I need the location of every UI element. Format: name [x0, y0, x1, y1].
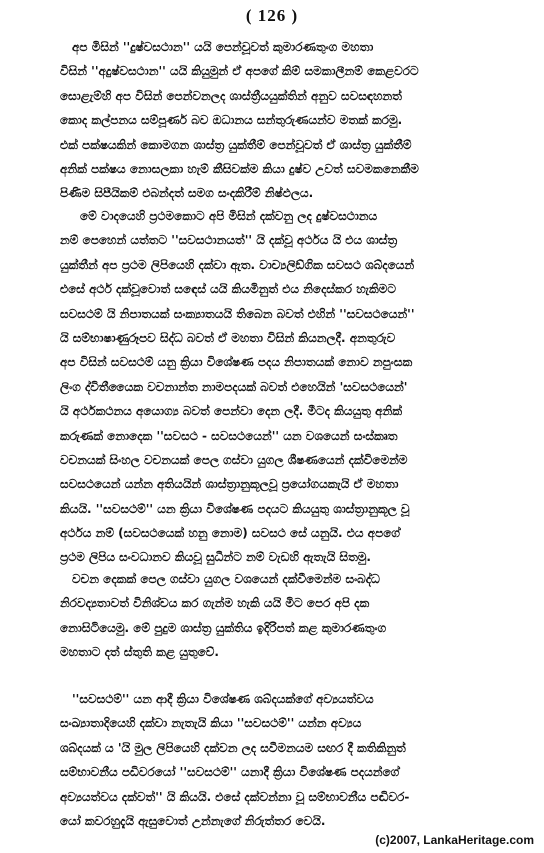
- paragraph-line: නම් පෙහෙන් යත්තට ''සවසථානයත්'' යි දක්වූ අර්ථය යි එය ශාස්ත්‍ර: [60, 233, 398, 248]
- paragraph-line: අනික් පක්ෂය නොසලකා හැම් කීසිවක්ම කියා දුෂ්ව උවත් සවමකනෙකීම: [60, 161, 419, 176]
- paragraph-line: මහතාට දත් ස්තුති කළ යුතුවේ.: [60, 645, 219, 660]
- paragraph-line: සංඛ්‍යාතාදියෙහි දක්වා නැතැයි කියා ''සවසථම්'' යන්න අව්‍යය: [60, 716, 362, 731]
- paragraph-line: අර්ථය නම් (සවසථයෙක් හනු නොම) සවසථ සේ යනුයි. එය අපගේ: [60, 526, 400, 541]
- page-number: ( 126 ): [245, 6, 299, 25]
- paragraph-1: [60, 35, 516, 206]
- copyright-notice: (c)2007, LankaHeritage.com: [375, 833, 534, 847]
- paragraph-4: [60, 687, 516, 833]
- paragraph-line: සවසථයෙන් යන්න අතියයින් ශාස්ත්‍රානුකූලවූ ප්‍රයෝගයකැයි ඒ මහතා: [60, 477, 399, 492]
- paragraph-line: වචනයක් සිංහල වචනයක් පෙල ගස්වා යුගල ශීෂණයෙන් දක්විමෙන්ම: [60, 452, 408, 467]
- paragraph-line: නොසිටියෙමු. මේ පුදුම ශාස්ත්‍ර යුක්තිය ඉදිරිපත් කළ කුමාරණතුංග: [60, 620, 387, 635]
- paragraph-line: නිරවද්‍යතාවත් විනිශ්චය කර ගැන්ම හැකි යයි මිට පෙර අපි දක: [60, 596, 370, 611]
- paragraph-line: යි සම්භාෂාණුරූපව සිද්ධ බවත් ඒ මහතා විසින් කියනලදී. අනතුරුව: [60, 330, 396, 345]
- paragraph-line: එසේ අර්ථ දක්වූවොත් සඳෙස් යයි කියමිනුත් එය නිදෙස්කර හැකිමට: [60, 282, 397, 297]
- paragraph-line: සවසථම් යි නිපාතයක් සංක්‍යාතයයි තිබෙන බවත් එහින් ''සවසථයෙන්'': [60, 306, 415, 321]
- paragraph-line: සම්භාවනීය පඩිවරයෝ ''සවසථම්'' යනාදී ක්‍රියා විශේෂණ පදයන්ගේ: [60, 765, 400, 780]
- paragraph-line: ''සවසථම්'' යන ආදී ක්‍රියා විශේෂණ ශබ්දයක්ගේ අව්‍යයත්වය: [72, 692, 374, 706]
- paragraph-line: යෝ කවරහුදැයි ඇසුවොත් උන්නැගේ නිරුත්තර වෙයි.: [60, 813, 326, 828]
- paragraph-line: පිණිම සිපීයිකම් එබන්දත් සමග සංදකිරීම් නිෂ්ඵලය.: [60, 186, 314, 201]
- paragraph-2: [60, 204, 516, 570]
- paragraph-line: කරුණක් නොදෙක ''සවසථ - සවසථයෙන්'' යන වශයෙන් සංස්කෘත: [60, 428, 398, 443]
- paragraph-3: [60, 567, 516, 665]
- paragraph-line: යුක්තීන් අප ප්‍රථම ලිපියෙහි දක්වා ඇත. වාච්‍යලිඞ්ගික සවසථ ශබ්දයෙන්: [60, 257, 415, 272]
- paragraph-line: වචන දෙකක් පෙල ගස්වා යුගල වශයෙන් දක්වීමෙන්ම සංබද්ධ: [72, 572, 380, 586]
- paragraph-line: විසින් ''අදුෂ්වසථාන'' යයි කියුමුන් ඒ අපගේ කිම් සමකාලීනම් කෙළවරට: [60, 64, 419, 79]
- paragraph-line: ශබ්දයක් ය 'යි මුල ලිපියෙහි දක්වන ලද සවීමනයම සඟර දී කතිකිනුත්: [60, 740, 406, 755]
- paragraph-line: සොළැම්හි අප විසින් පෙන්වනලද ශාස්ත්‍රීයයුක්තින් අනුව සවසඳහනත්: [60, 88, 402, 103]
- paragraph-line: මේ වාදයෙහි ප්‍රථමකොට අපි මිසින් දක්වනු ලද දුෂ්වසථානය: [80, 209, 378, 223]
- paragraph-line: කියයි. ''සවසථම්'' යන ක්‍රියා විශේෂණ පදයට කියයුතු ශාස්ත්‍රානුකූල වූ: [60, 501, 410, 516]
- paragraph-line: ලිංග ද්විතීයෛක වචනාන්ත නාමපදයක් බවත් එහෙයින් 'සවසථයෙන්': [60, 379, 408, 394]
- paragraph-line: කොද කල්පනය සම්පූර්ණ බව ඔධානය සන්තුරුණයන්ව මතක් කරමු.: [60, 113, 403, 128]
- paragraph-line: අව්‍යයත්වය දක්වත්'' යි කියයි. එසේ දක්වන්නා වූ සම්භාවනීය පඬිවර-: [60, 789, 410, 804]
- paragraph-line: යි අර්ථකථනය අයොග්‍ය බවත් පෙන්වා දෙන ලදී. මීටද කියයුතු අනික්: [60, 404, 402, 419]
- paragraph-line: ප්‍රථම ලිපිය සංවධානව කියවූ සුධීන්ට නම් වැඩහි ඇතැයි සිතමු.: [60, 550, 371, 565]
- paragraph-line: අප විසින් සවසථම් යනු ක්‍රියා විශේෂණ පදය නිපාතයක් නොව නපුංසක: [60, 355, 413, 370]
- paragraph-line: එක් පක්ෂයකින් කොමගන ශාස්ත්‍ර යුක්තීම් පෙන්වූවත් ඒ ශාස්ත්‍ර යුක්තීම්: [60, 137, 412, 152]
- paragraph-line: අප මිසින් ''දුෂ්වසථාන'' යයි පෙන්වූවත් කුමාරණතුංග මහතා: [72, 40, 374, 54]
